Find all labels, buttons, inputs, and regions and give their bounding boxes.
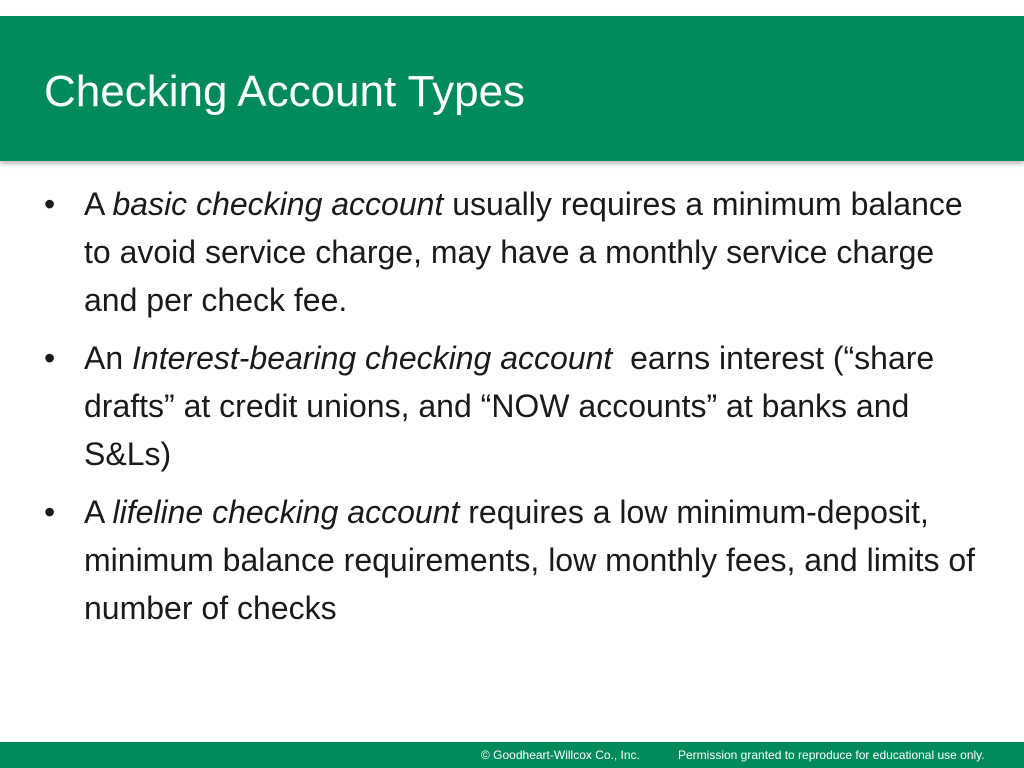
bullet-term: basic checking account	[112, 186, 444, 222]
bullet-term: lifeline checking account	[112, 494, 460, 530]
top-strip	[0, 0, 1024, 16]
bullet-text: earns interest (“share drafts” at credit unions, and “NOW accounts” at banks and S&Ls)	[84, 340, 944, 472]
bullet-text: requires a low minimum-deposit, minimum balance requirements, low monthly fees, and limits of number of checks	[84, 494, 976, 626]
title-bar	[0, 16, 1024, 161]
footer-permission: Permission granted to reproduce for educational use only.	[678, 748, 985, 762]
bullet-list	[44, 180, 994, 642]
bullet-term: Interest-bearing checking account	[132, 340, 613, 376]
bullet-text: usually requires a minimum balance to avoid service charge, may have a monthly service charge and per check fee.	[84, 186, 963, 318]
bullet-lead: An	[84, 340, 133, 376]
bullet-lead: A	[84, 494, 113, 530]
slide-title: Checking Account Types	[44, 67, 526, 116]
bullet-item-lifeline-checking	[44, 488, 994, 632]
bullet-lead: A	[84, 186, 113, 222]
bullet-item-basic-checking	[44, 180, 994, 324]
bullet-dot-icon: •	[44, 186, 56, 222]
footer-bar	[0, 742, 1024, 768]
bullet-dot-icon: •	[44, 494, 56, 530]
footer-copyright: © Goodheart-Willcox Co., Inc.	[481, 748, 640, 762]
bullet-dot-icon: •	[44, 340, 56, 376]
bullet-item-interest-bearing	[44, 334, 994, 478]
